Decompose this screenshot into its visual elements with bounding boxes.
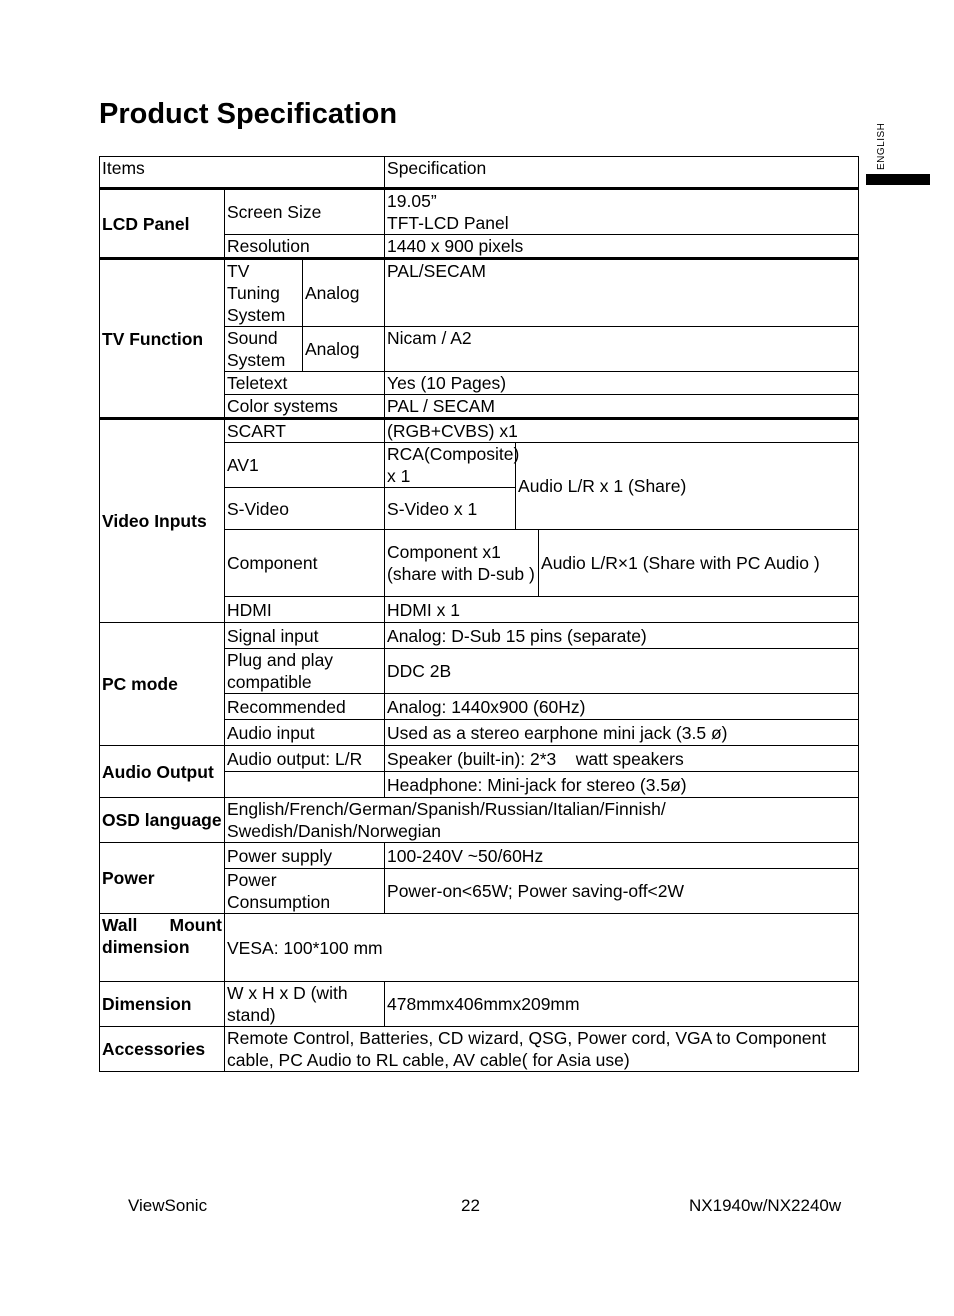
sound-system-label: Sound System [225, 327, 303, 372]
hdmi-value: HDMI x 1 [385, 597, 859, 623]
plug-and-play-value: DDC 2B [385, 649, 859, 694]
header-items: Items [100, 157, 385, 189]
component-value: Component x1 (share with D-sub ) [385, 530, 539, 597]
wall-mount-value: VESA: 100*100 mm [225, 914, 859, 982]
table-row [100, 189, 859, 235]
screen-size-label: Screen Size [225, 189, 385, 235]
table-row [100, 982, 859, 1027]
signal-input-label: Signal input [225, 623, 385, 649]
hdmi-label: HDMI [225, 597, 385, 623]
color-systems-value: PAL / SECAM [385, 395, 859, 419]
recommended-value: Analog: 1440x900 (60Hz) [385, 694, 859, 720]
pc-mode-label: PC mode [100, 623, 225, 746]
language-tab [866, 112, 886, 172]
scart-value: (RGB+CVBS) x1 [385, 419, 859, 443]
wall-mount-label-line-1: Wall Mount [102, 915, 222, 935]
tuning-value: PAL/SECAM [385, 259, 859, 327]
power-consumption-label: Power Consumption [225, 869, 385, 914]
table-row [100, 259, 859, 327]
audio-input-label: Audio input [225, 720, 385, 746]
table-row [100, 623, 859, 649]
power-consumption-value: Power-on<65W; Power saving-off<2W [385, 869, 859, 914]
power-label: Power [100, 843, 225, 914]
accessories-value: Remote Control, Batteries, CD wizard, QSG, Power cord, VGA to Component cable, PC Audio to RL cable, AV cable( for Asia use) [225, 1027, 859, 1072]
color-systems-label: Color systems [225, 395, 385, 419]
svideo-value: S-Video x 1 [385, 488, 516, 530]
dimension-label: Dimension [100, 982, 225, 1027]
audio-output-label: Audio Output [100, 746, 225, 798]
screen-size-value [385, 189, 859, 235]
sound-value: Nicam / A2 [385, 327, 859, 372]
table-row [100, 798, 859, 843]
svideo-label: S-Video [225, 488, 385, 530]
tuning-system-label: TV Tuning System [225, 259, 303, 327]
av-audio-value: Audio L/R x 1 (Share) [516, 443, 859, 530]
scart-label: SCART [225, 419, 385, 443]
dimension-sub-label: W x H x D (with stand) [225, 982, 385, 1027]
teletext-value: Yes (10 Pages) [385, 372, 859, 395]
signal-input-value: Analog: D-Sub 15 pins (separate) [385, 623, 859, 649]
power-supply-value: 100-240V ~50/60Hz [385, 843, 859, 869]
resolution-value: 1440 x 900 pixels [385, 235, 859, 259]
av1-value: RCA(Composite) x 1 [385, 443, 516, 488]
language-tab-label: ENGLISH [876, 122, 887, 170]
wall-mount-label [100, 914, 225, 982]
audio-output-empty [225, 772, 385, 798]
footer-page-number: 22 [461, 1196, 480, 1215]
screen-size-line-2: TFT-LCD Panel [387, 213, 509, 233]
accessories-label: Accessories [100, 1027, 225, 1072]
component-audio-value: Audio L/R×1 (Share with PC Audio ) [539, 530, 859, 597]
table-row [100, 843, 859, 869]
audio-output-lr-label: Audio output: L/R [225, 746, 385, 772]
audio-input-value: Used as a stereo earphone mini jack (3.5 ø) [385, 720, 859, 746]
header-specification: Specification [385, 157, 859, 189]
recommended-label: Recommended [225, 694, 385, 720]
screen-size-line-1: 19.05” [387, 191, 437, 211]
av1-label: AV1 [225, 443, 385, 488]
power-supply-label: Power supply [225, 843, 385, 869]
video-inputs-label: Video Inputs [100, 419, 225, 623]
tv-function-label: TV Function [100, 259, 225, 419]
component-label: Component [225, 530, 385, 597]
footer-model: NX1940w/NX2240w [689, 1196, 842, 1215]
table-row [100, 419, 859, 443]
table-row [100, 746, 859, 772]
osd-language-label: OSD language [100, 798, 225, 843]
wall-mount-label-line-2: dimension [102, 937, 190, 957]
sound-type: Analog [303, 327, 385, 372]
dimension-value: 478mmx406mmx209mm [385, 982, 859, 1027]
speaker-value: Speaker (built-in): 2*3 watt speakers [385, 746, 859, 772]
resolution-label: Resolution [225, 235, 385, 259]
teletext-label: Teletext [225, 372, 385, 395]
table-header-row [100, 157, 859, 189]
language-tab-bar [866, 174, 930, 185]
osd-language-value: English/French/German/Spanish/Russian/Italian/Finnish/ Swedish/Danish/Norwegian [225, 798, 859, 843]
lcd-panel-label: LCD Panel [100, 189, 225, 259]
table-row [100, 1027, 859, 1072]
table-row [100, 914, 859, 982]
spec-table [99, 156, 859, 1072]
page-title: Product Specification [99, 98, 398, 130]
tuning-type: Analog [303, 259, 385, 327]
plug-and-play-label: Plug and play compatible [225, 649, 385, 694]
footer-brand: ViewSonic [128, 1196, 208, 1215]
headphone-value: Headphone: Mini-jack for stereo (3.5ø) [385, 772, 859, 798]
